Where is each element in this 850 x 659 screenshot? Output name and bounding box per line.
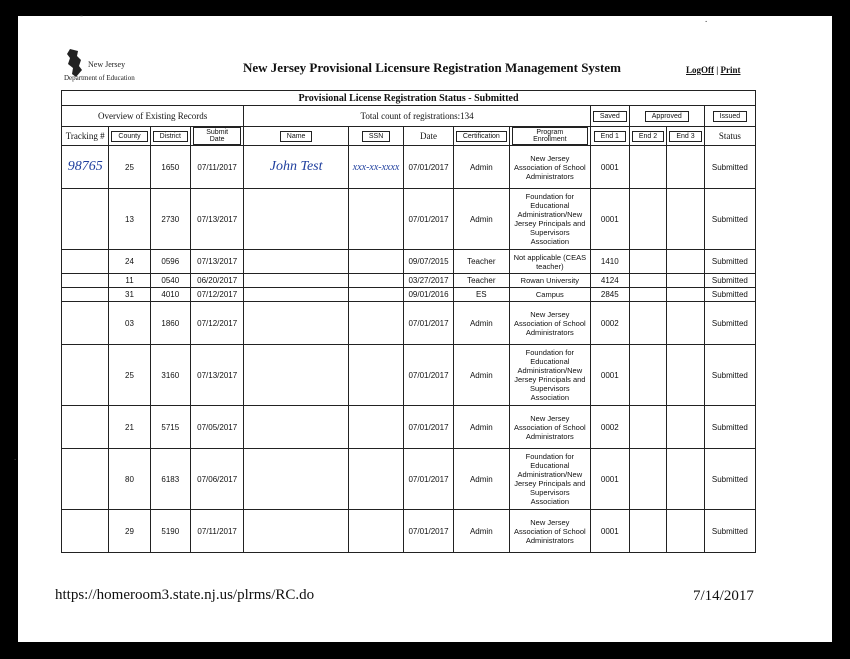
status-cell: Submitted xyxy=(704,288,755,302)
program-cell: Campus xyxy=(509,288,590,302)
end3-cell xyxy=(667,406,705,449)
certification-cell: Admin xyxy=(453,345,509,406)
table-row[interactable] xyxy=(62,288,756,302)
certification-cell: Teacher xyxy=(453,250,509,274)
certification-cell: Admin xyxy=(453,449,509,510)
sort-end2-button[interactable]: End 2 xyxy=(632,131,664,142)
program-cell: Foundation for Educational Administration/New Jersey Principals and Supervisors Association xyxy=(509,345,590,406)
table-row[interactable] xyxy=(62,189,756,250)
submit-date-cell: 07/11/2017 xyxy=(190,510,243,553)
ssn-cell xyxy=(348,302,403,345)
county-cell: 03 xyxy=(109,302,150,345)
sort-district-button[interactable]: District xyxy=(153,131,188,142)
tracking-cell[interactable] xyxy=(62,510,109,553)
date-cell: 07/01/2017 xyxy=(404,510,454,553)
certification-cell: Admin xyxy=(453,302,509,345)
end3-cell xyxy=(667,449,705,510)
program-cell: New Jersey Association of School Administrators xyxy=(509,302,590,345)
status-cell: Submitted xyxy=(704,274,755,288)
table-row[interactable] xyxy=(62,250,756,274)
end1-cell: 0001 xyxy=(590,146,629,189)
end2-cell xyxy=(629,189,667,250)
district-cell: 5190 xyxy=(150,510,190,553)
date-cell: 07/01/2017 xyxy=(404,406,454,449)
sort-end3-button[interactable]: End 3 xyxy=(669,131,701,142)
end1-cell: 2845 xyxy=(590,288,629,302)
name-cell xyxy=(244,250,349,274)
table-row[interactable] xyxy=(62,302,756,345)
ssn-cell xyxy=(348,189,403,250)
col-date: Date xyxy=(404,127,454,146)
end2-cell xyxy=(629,146,667,189)
status-cell: Submitted xyxy=(704,449,755,510)
table-row[interactable] xyxy=(62,146,756,189)
end3-cell xyxy=(667,274,705,288)
ssn-cell xyxy=(348,510,403,553)
name-cell xyxy=(244,274,349,288)
table-row[interactable] xyxy=(62,274,756,288)
ssn-cell xyxy=(348,250,403,274)
program-cell: Rowan University xyxy=(509,274,590,288)
logo-state-text: New Jersey xyxy=(88,60,126,69)
tracking-cell[interactable] xyxy=(62,274,109,288)
county-cell: 24 xyxy=(109,250,150,274)
certification-cell: Admin xyxy=(453,510,509,553)
end3-cell xyxy=(667,189,705,250)
footer-url: https://homeroom3.state.nj.us/plrms/RC.do xyxy=(55,587,315,603)
sort-program-button[interactable]: Program Enrollment xyxy=(512,127,588,145)
county-cell: 31 xyxy=(109,288,150,302)
end2-cell xyxy=(629,302,667,345)
end2-cell xyxy=(629,250,667,274)
date-cell: 07/01/2017 xyxy=(404,146,454,189)
end1-cell: 0002 xyxy=(590,406,629,449)
end3-cell xyxy=(667,250,705,274)
submit-date-cell: 07/05/2017 xyxy=(190,406,243,449)
submit-date-cell: 07/13/2017 xyxy=(190,345,243,406)
status-cell: Submitted xyxy=(704,250,755,274)
date-cell: 07/01/2017 xyxy=(404,345,454,406)
district-cell: 1860 xyxy=(150,302,190,345)
submit-date-cell: 06/20/2017 xyxy=(190,274,243,288)
logoff-link[interactable]: LogOff xyxy=(686,65,714,75)
date-cell: 09/01/2016 xyxy=(404,288,454,302)
district-cell: 6183 xyxy=(150,449,190,510)
name-cell xyxy=(244,189,349,250)
table-row[interactable] xyxy=(62,345,756,406)
date-cell: 07/01/2017 xyxy=(404,189,454,250)
total-count: Total count of registrations:134 xyxy=(244,106,591,127)
certification-cell: Admin xyxy=(453,146,509,189)
overview-label: Overview of Existing Records xyxy=(62,106,244,127)
scan-mark: - xyxy=(80,10,83,20)
tracking-cell[interactable] xyxy=(62,250,109,274)
name-handwritten: John Test xyxy=(244,146,349,189)
col-tracking: Tracking # xyxy=(62,127,109,146)
end1-cell: 1410 xyxy=(590,250,629,274)
district-cell: 4010 xyxy=(150,288,190,302)
end2-cell xyxy=(629,510,667,553)
name-cell xyxy=(244,449,349,510)
date-cell: 03/27/2017 xyxy=(404,274,454,288)
district-cell: 2730 xyxy=(150,189,190,250)
name-cell xyxy=(244,406,349,449)
sort-name-button[interactable]: Name xyxy=(280,131,313,142)
link-separator: | xyxy=(716,65,719,75)
status-cell: Submitted xyxy=(704,146,755,189)
submit-date-cell: 07/11/2017 xyxy=(190,146,243,189)
county-cell: 25 xyxy=(109,146,150,189)
submit-date-cell: 07/13/2017 xyxy=(190,250,243,274)
ssn-cell xyxy=(348,449,403,510)
status-banner: Provisional License Registration Status - Submitted xyxy=(62,91,756,106)
certification-cell: Admin xyxy=(453,406,509,449)
county-cell: 11 xyxy=(109,274,150,288)
status-cell: Submitted xyxy=(704,345,755,406)
end1-cell: 4124 xyxy=(590,274,629,288)
county-cell: 25 xyxy=(109,345,150,406)
sort-end1-button[interactable]: End 1 xyxy=(594,131,626,142)
certification-cell: Admin xyxy=(453,189,509,250)
registration-table xyxy=(61,90,756,553)
end3-cell xyxy=(667,288,705,302)
date-cell: 09/07/2015 xyxy=(404,250,454,274)
ssn-cell xyxy=(348,274,403,288)
end2-cell xyxy=(629,274,667,288)
program-cell: New Jersey Association of School Administrators xyxy=(509,146,590,189)
end2-cell xyxy=(629,345,667,406)
county-cell: 13 xyxy=(109,189,150,250)
tracking-cell[interactable] xyxy=(62,302,109,345)
name-cell xyxy=(244,345,349,406)
status-cell: Submitted xyxy=(704,510,755,553)
scan-mark: . xyxy=(14,452,17,462)
certification-cell: Teacher xyxy=(453,274,509,288)
district-cell: 5715 xyxy=(150,406,190,449)
name-cell xyxy=(244,510,349,553)
end1-cell: 0001 xyxy=(590,189,629,250)
tracking-cell[interactable] xyxy=(62,288,109,302)
program-cell: Foundation for Educational Administration/New Jersey Principals and Supervisors Association xyxy=(509,189,590,250)
end1-cell: 0002 xyxy=(590,302,629,345)
tracking-cell[interactable] xyxy=(62,345,109,406)
county-cell: 29 xyxy=(109,510,150,553)
approved-button[interactable]: Approved xyxy=(645,111,689,122)
status-cell: Submitted xyxy=(704,189,755,250)
sort-certification-button[interactable]: Certification xyxy=(456,131,507,142)
county-cell: 21 xyxy=(109,406,150,449)
status-cell: Submitted xyxy=(704,302,755,345)
tracking-cell[interactable] xyxy=(62,189,109,250)
end1-cell: 0001 xyxy=(590,510,629,553)
sort-ssn-button[interactable]: SSN xyxy=(362,131,390,142)
table-row[interactable] xyxy=(62,510,756,553)
submit-date-cell: 07/06/2017 xyxy=(190,449,243,510)
sort-county-button[interactable]: County xyxy=(111,131,147,142)
ssn-cell xyxy=(348,288,403,302)
program-cell: Not applicable (CEAS teacher) xyxy=(509,250,590,274)
end3-cell xyxy=(667,146,705,189)
end3-cell xyxy=(667,302,705,345)
print-link[interactable]: Print xyxy=(720,65,741,75)
district-cell: 0596 xyxy=(150,250,190,274)
ssn-handwritten: xxx-xx-xxxx xyxy=(348,146,403,189)
issued-button[interactable]: Issued xyxy=(713,111,748,122)
column-header-row xyxy=(62,127,756,146)
submit-date-cell: 07/13/2017 xyxy=(190,189,243,250)
county-cell: 80 xyxy=(109,449,150,510)
nj-doe-logo xyxy=(64,48,174,84)
date-cell: 07/01/2017 xyxy=(404,302,454,345)
ssn-cell xyxy=(348,406,403,449)
certification-cell: ES xyxy=(453,288,509,302)
tracking-number-handwritten[interactable]: 98765 xyxy=(62,146,109,189)
date-cell: 07/01/2017 xyxy=(404,449,454,510)
end2-cell xyxy=(629,288,667,302)
system-title: New Jersey Provisional Licensure Registration Management System xyxy=(243,60,621,75)
header-links xyxy=(686,65,740,75)
table-row[interactable] xyxy=(62,406,756,449)
table-row[interactable] xyxy=(62,449,756,510)
end2-cell xyxy=(629,449,667,510)
col-status: Status xyxy=(704,127,755,146)
end3-cell xyxy=(667,510,705,553)
name-cell xyxy=(244,288,349,302)
tracking-cell[interactable] xyxy=(62,406,109,449)
program-cell: Foundation for Educational Administration/New Jersey Principals and Supervisors Association xyxy=(509,449,590,510)
footer-print-date: 7/14/2017 xyxy=(693,588,754,604)
name-cell xyxy=(244,302,349,345)
program-cell: New Jersey Association of School Administrators xyxy=(509,406,590,449)
scan-mark: . xyxy=(705,14,708,24)
district-cell: 3160 xyxy=(150,345,190,406)
end1-cell: 0001 xyxy=(590,345,629,406)
ssn-cell xyxy=(348,345,403,406)
logo-department-text: Department of Education xyxy=(64,74,135,82)
end1-cell: 0001 xyxy=(590,449,629,510)
saved-button[interactable]: Saved xyxy=(593,111,627,122)
end3-cell xyxy=(667,345,705,406)
status-cell: Submitted xyxy=(704,406,755,449)
end2-cell xyxy=(629,406,667,449)
district-cell: 0540 xyxy=(150,274,190,288)
tracking-cell[interactable] xyxy=(62,449,109,510)
submit-date-cell: 07/12/2017 xyxy=(190,288,243,302)
sort-submit-date-button[interactable]: Submit Date xyxy=(193,127,241,145)
district-cell: 1650 xyxy=(150,146,190,189)
submit-date-cell: 07/12/2017 xyxy=(190,302,243,345)
program-cell: New Jersey Association of School Administrators xyxy=(509,510,590,553)
